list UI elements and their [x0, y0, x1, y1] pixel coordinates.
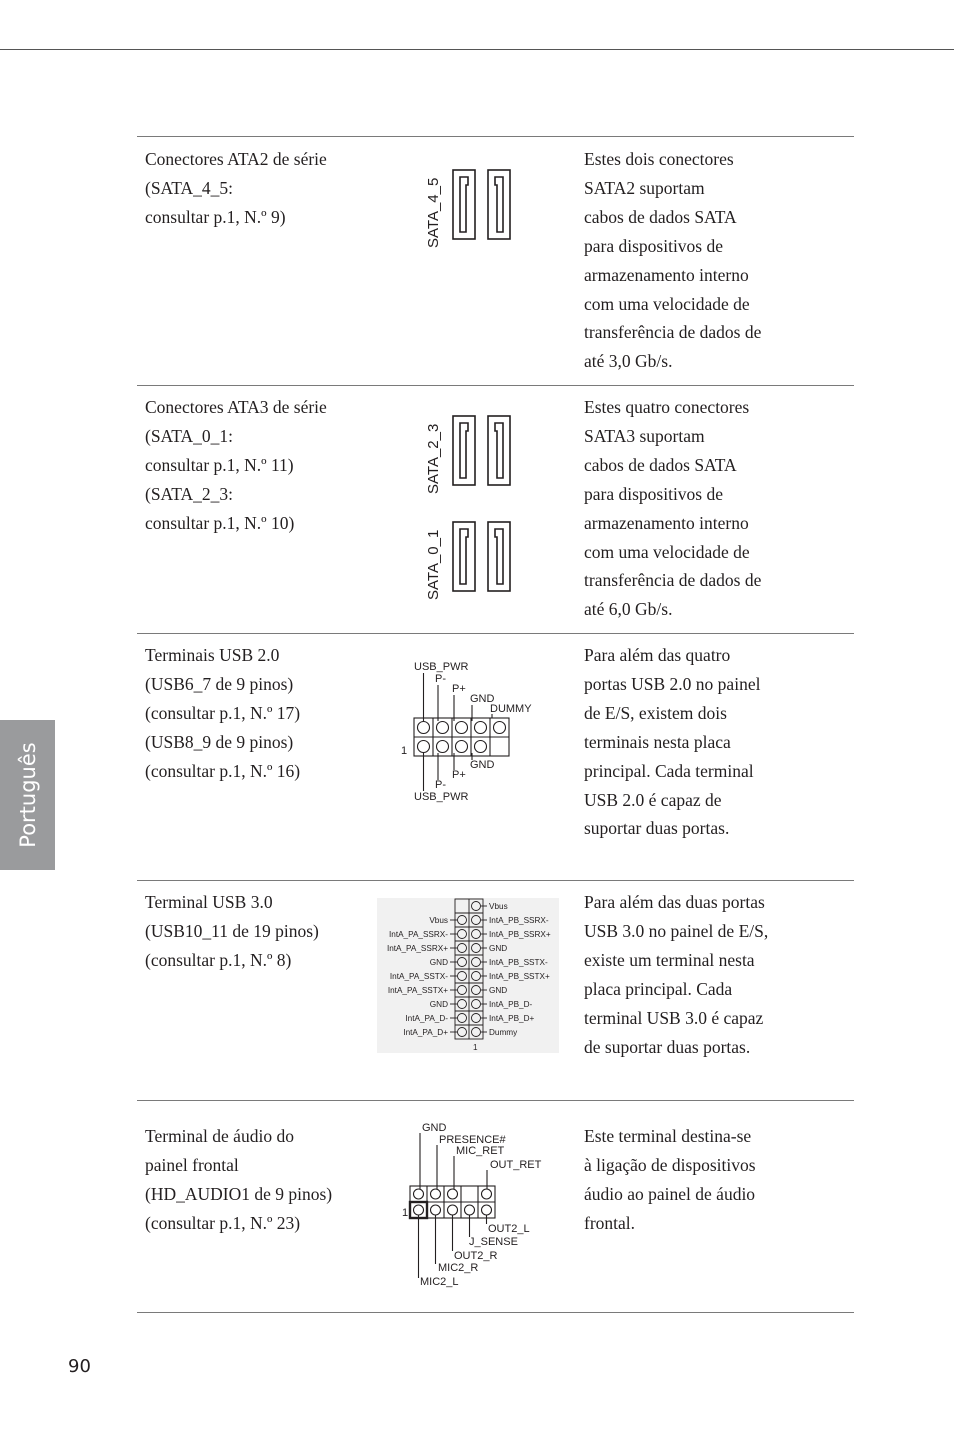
row-hd-audio-notes: [584, 1122, 756, 1238]
pin-label: OUT_RET: [490, 1159, 542, 1171]
pin-label: GND: [489, 944, 508, 953]
text-line: (consultar p.1, N.º 23): [145, 1212, 301, 1233]
row-sata2-description: [145, 145, 327, 232]
pin-label: IntA_PB_D-: [489, 1000, 533, 1009]
text-line: (SATA_4_5:: [145, 177, 234, 198]
text-line: Para além das quatro: [584, 645, 731, 665]
text-line: portas USB 2.0 no painel: [584, 673, 761, 694]
header-rule: [0, 49, 954, 50]
pin-label: IntA_PB_SSRX-: [489, 916, 549, 925]
row-sata2-notes: [584, 145, 761, 376]
pin-label: GND: [422, 1122, 447, 1134]
table-rule: [137, 1312, 854, 1313]
sata-0-1-diagram: [418, 512, 528, 604]
text-line: USB 3.0 no painel de E/S,: [584, 920, 769, 941]
pin-label: IntA_PA_D-: [405, 1014, 448, 1023]
text-line: (SATA_2_3:: [145, 483, 234, 504]
pin-label: P+: [452, 683, 466, 695]
pin-label: IntA_PA_SSTX+: [387, 986, 448, 995]
text-line: existe um terminal nesta: [584, 949, 755, 970]
row-sata3-description: [145, 393, 327, 538]
pin-label: IntA_PB_SSTX+: [489, 972, 550, 981]
text-line: (SATA_0_1:: [145, 425, 234, 446]
text-line: Terminal de áudio do: [145, 1126, 294, 1146]
sata-2-3-diagram: [418, 406, 528, 498]
pin-label: J_SENSE: [469, 1236, 518, 1248]
text-line: com uma velocidade de: [584, 541, 750, 562]
row-sata3-notes: [584, 393, 761, 624]
row-usb30-notes: [584, 888, 768, 1061]
text-line: consultar p.1, N.º 9): [145, 206, 286, 227]
table-rule: [137, 1100, 854, 1101]
text-line: cabos de dados SATA: [584, 454, 737, 475]
usb30-header-diagram: [377, 898, 559, 1053]
text-line: painel frontal: [145, 1154, 239, 1175]
text-line: Estes dois conectores: [584, 149, 734, 169]
language-tab-label: Português: [15, 742, 40, 848]
text-line: frontal.: [584, 1212, 636, 1233]
text-line: Terminais USB 2.0: [145, 645, 280, 665]
text-line: para dispositivos de: [584, 235, 724, 256]
pin-1-label: 1: [401, 745, 408, 757]
pin-label: OUT2_R: [454, 1250, 498, 1262]
text-line: SATA2 suportam: [584, 177, 705, 198]
pin-label: IntA_PA_SSRX-: [388, 930, 448, 939]
pin-label: Vbus: [429, 916, 448, 925]
text-line: placa principal. Cada: [584, 978, 733, 999]
row-hd-audio-description: [145, 1122, 332, 1238]
pin-1-label: 1: [473, 1043, 478, 1052]
text-line: consultar p.1, N.º 11): [145, 454, 294, 475]
hd-audio-header-diagram: [400, 1118, 550, 1293]
pin-label: MIC_RET: [456, 1145, 505, 1157]
sata-2-3-label: SATA_2_3: [425, 423, 442, 494]
row-usb20-notes: [584, 641, 760, 843]
text-line: Este terminal destina-se: [584, 1126, 752, 1146]
pin-label: IntA_PB_SSRX+: [489, 930, 551, 939]
text-line: (HD_AUDIO1 de 9 pinos): [145, 1183, 333, 1204]
text-line: USB 2.0 é capaz de: [584, 789, 722, 810]
usb20-header-diagram: [398, 656, 548, 806]
pin-label: IntA_PA_D+: [403, 1028, 448, 1037]
text-line: cabos de dados SATA: [584, 206, 737, 227]
text-line: transferência de dados de: [584, 570, 762, 591]
page-number: 90: [68, 1356, 91, 1377]
pin-label: MIC2_R: [438, 1262, 479, 1274]
pin-label: P-: [435, 779, 446, 791]
pin-label: IntA_PB_D+: [489, 1014, 535, 1023]
text-line: com uma velocidade de: [584, 293, 750, 314]
text-line: armazenamento interno: [584, 264, 749, 285]
text-line: de E/S, existem dois: [584, 702, 727, 723]
text-line: (USB8_9 de 9 pinos): [145, 731, 294, 752]
text-line: áudio ao painel de áudio: [584, 1183, 756, 1204]
table-rule: [137, 880, 854, 881]
pin-label: P+: [452, 769, 466, 781]
pin-label: GND: [489, 986, 508, 995]
pin-label: IntA_PA_SSTX-: [389, 972, 448, 981]
text-line: principal. Cada terminal: [584, 760, 754, 781]
pin-label: IntA_PB_SSTX-: [489, 958, 548, 967]
text-line: terminais nesta placa: [584, 731, 731, 752]
text-line: Estes quatro conectores: [584, 397, 750, 417]
text-line: (consultar p.1, N.º 17): [145, 702, 301, 723]
pin-label: USB_PWR: [414, 661, 469, 673]
text-line: (consultar p.1, N.º 16): [145, 760, 301, 781]
pin-label: MIC2_L: [420, 1276, 459, 1288]
pin-label: Vbus: [489, 902, 508, 911]
text-line: transferência de dados de: [584, 322, 762, 343]
row-usb20-description: [145, 641, 300, 786]
text-line: Conectores ATA2 de série: [145, 149, 327, 169]
table-rule: [137, 136, 854, 137]
pin-label: PRESENCE#: [439, 1134, 506, 1146]
pin-label: DUMMY: [490, 703, 532, 715]
table-rule: [137, 385, 854, 386]
pin-label: Dummy: [489, 1028, 518, 1037]
text-line: (consultar p.1, N.º 8): [145, 949, 292, 970]
text-line: Para além das duas portas: [584, 892, 765, 912]
text-line: SATA3 suportam: [584, 425, 705, 446]
text-line: Conectores ATA3 de série: [145, 397, 327, 417]
pin-label: OUT2_L: [488, 1223, 530, 1235]
text-line: (USB6_7 de 9 pinos): [145, 673, 294, 694]
text-line: suportar duas portas.: [584, 818, 730, 839]
pin-label: USB_PWR: [414, 791, 469, 803]
pin-label: GND: [470, 693, 495, 705]
text-line: até 3,0 Gb/s.: [584, 351, 673, 372]
pin-1-label: 1: [402, 1207, 409, 1219]
text-line: à ligação de dispositivos: [584, 1154, 756, 1175]
sata-4-5-label: SATA_4_5: [425, 177, 442, 248]
text-line: até 6,0 Gb/s.: [584, 599, 673, 620]
text-line: (USB10_11 de 19 pinos): [145, 920, 319, 941]
pin-label: P-: [435, 673, 446, 685]
sata-4-5-diagram: [418, 160, 528, 252]
text-line: terminal USB 3.0 é capaz: [584, 1007, 764, 1028]
pin-label: GND: [429, 958, 448, 967]
text-line: armazenamento interno: [584, 512, 749, 533]
text-line: consultar p.1, N.º 10): [145, 512, 295, 533]
language-tab[interactable]: [0, 720, 55, 870]
text-line: Terminal USB 3.0: [145, 892, 273, 912]
text-line: de suportar duas portas.: [584, 1036, 751, 1057]
pin-label: IntA_PA_SSRX+: [386, 944, 448, 953]
pin-label: GND: [429, 1000, 448, 1009]
table-rule: [137, 633, 854, 634]
pin-label: GND: [470, 759, 495, 771]
row-usb30-description: [145, 888, 319, 975]
text-line: para dispositivos de: [584, 483, 724, 504]
sata-0-1-label: SATA_0_1: [425, 529, 442, 600]
